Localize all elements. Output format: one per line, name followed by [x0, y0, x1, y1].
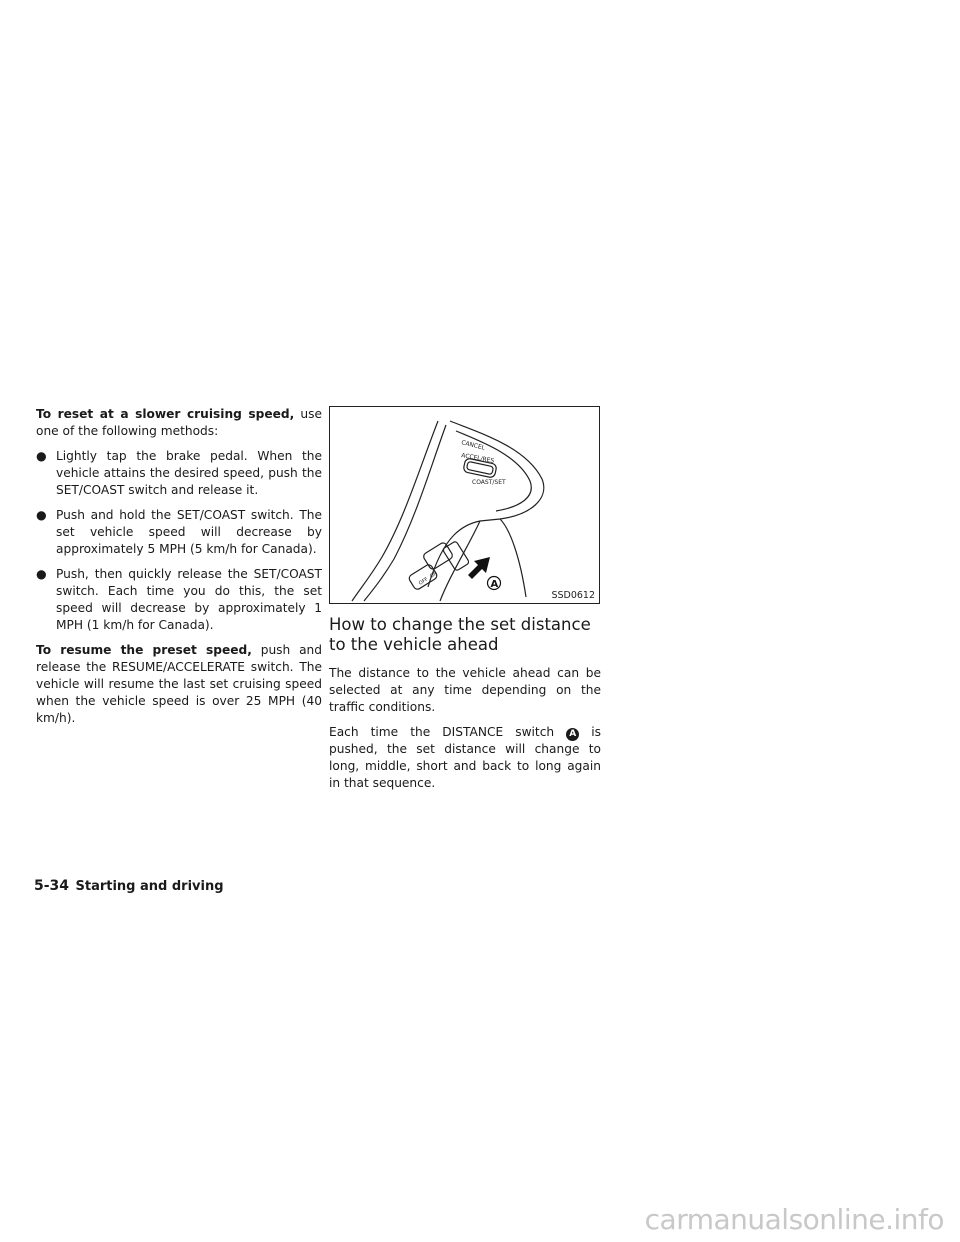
bullet-icon: ●: [36, 508, 47, 522]
off-label: OFF: [417, 576, 430, 587]
on-label: ON: [428, 570, 439, 580]
cancel-label: CANCEL: [460, 439, 486, 452]
section-title: Starting and driving: [75, 879, 224, 894]
watermark: carmanualsonline.info: [644, 1203, 944, 1236]
left-column: [36, 406, 322, 735]
distance-text-before: Each time the DISTANCE switch: [329, 725, 567, 739]
slower-speed-intro-text: use one of the following methods:: [36, 407, 322, 438]
resume-speed-heading: To resume the preset speed,: [36, 643, 252, 657]
callout-a-marker: A: [566, 728, 579, 741]
page-footer: [34, 878, 224, 894]
steering-wheel-switch-figure: [329, 406, 600, 604]
accel-res-label: ACCEL/RES: [460, 452, 495, 465]
bullet-icon: ●: [36, 567, 47, 581]
steering-switch-illustration: [330, 407, 599, 603]
slower-speed-heading: To reset at a slower cruising speed,: [36, 407, 295, 421]
bullet-icon: ●: [36, 449, 47, 463]
coast-set-label: COAST/SET: [472, 479, 506, 486]
distance-text-after: is pushed, the set distance will change to long, middle, short and back to long again in that sequence.: [329, 725, 601, 790]
resume-speed-paragraph: [36, 642, 322, 727]
slower-speed-intro: [36, 406, 322, 440]
distance-intro-paragraph: The distance to the vehicle ahead can be selected at any time depending on the traffic conditions.: [329, 666, 601, 714]
list-item: [36, 507, 322, 558]
section-heading: How to change the set distance to the vehicle ahead: [329, 615, 591, 654]
list-item: [36, 448, 322, 499]
bullet-text: Push and hold the SET/COAST switch. The set vehicle speed will decrease by approximately 5 MPH (5 km/h for Canada).: [56, 508, 322, 556]
bullet-text: Lightly tap the brake pedal. When the vehicle attains the desired speed, push the SET/COAST switch and release it.: [56, 449, 322, 497]
list-item: [36, 566, 322, 634]
figure-code: SSD0612: [551, 590, 595, 601]
resume-speed-text: push and release the RESUME/ACCELERATE switch. The vehicle will resume the last set cruising speed when the vehicle speed is over 25 MPH (40 km/h).: [36, 643, 322, 725]
right-column: [329, 615, 601, 800]
page-number: 5-34: [34, 878, 70, 894]
distance-switch-paragraph: [329, 724, 601, 792]
bullet-text: Push, then quickly release the SET/COAST switch. Each time you do this, the set speed will decrease by approximately 1 MPH (1 km/h for Canada).: [56, 567, 322, 632]
callout-a-label: A: [490, 579, 499, 590]
